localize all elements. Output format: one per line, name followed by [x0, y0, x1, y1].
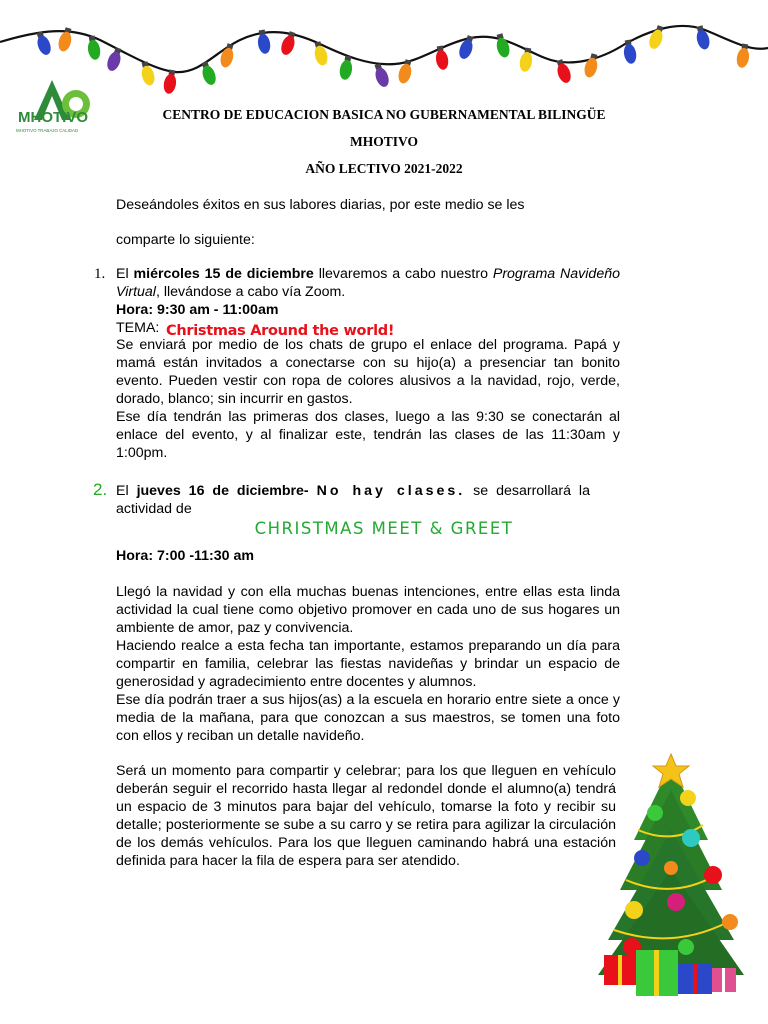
item-2-lead-a: El	[116, 483, 137, 499]
item-1-lead	[116, 265, 620, 301]
item-2-lead	[116, 482, 590, 518]
svg-text:MHOTIVO: MHOTIVO	[18, 109, 88, 126]
item-1-lead-a: El	[116, 266, 134, 282]
light-bulb-icon	[694, 25, 712, 51]
item-2-activity-title: CHRISTMAS MEET & GREET	[254, 519, 514, 538]
school-year: AÑO LECTIVO 2021-2022	[305, 161, 463, 176]
item-2-date: jueves 16 de diciembre-	[136, 483, 317, 499]
item-2-paragraph-3: Ese día podrán traer a sus hijos(as) a la escuela en horario entre siete a once y media de la mañana, para que conozcan a sus maestros, se tomen una foto con ellos y reciban un detalle navideño.	[116, 692, 620, 744]
item-1-lead-b: llevaremos a cabo nuestro	[313, 266, 493, 282]
item-1-number: 1.	[94, 266, 106, 282]
light-bulb-icon	[219, 43, 237, 69]
christmas-tree-icon	[598, 750, 744, 1000]
item-1-tema-label: TEMA:	[116, 320, 160, 336]
item-2-paragraph-1: Llegó la navidad y con ella muchas buenas intenciones, entre ellas esta linda actividad la cual tiene como objetivo promover en cada uno de sus hogares un ambiente de amor, paz y convivencia.	[116, 584, 620, 636]
item-2-hora: Hora: 7:00 -11:30 am	[116, 548, 255, 564]
item-1-paragraph-1: Se enviará por medio de los chats de grupo el enlace del programa. Papá y mamá están invitados a conectarse con su hijo(a) a presenciar tan bonito evento. Pueden vestir con ropa de colores alusivos a la navidad, rojo, verde, dorado, blanco; sin incurrir en gastos.	[116, 337, 620, 407]
item-1-tema-value: Christmas Around the world!	[166, 323, 395, 339]
light-bulb-icon	[434, 45, 450, 71]
light-bulb-icon	[338, 55, 354, 81]
school-logo	[14, 72, 126, 138]
intro-line-1: Deseándoles éxitos en sus labores diarias, por este medio se les	[116, 197, 525, 213]
item-1-program-name: Programa Navideño Virtual	[116, 266, 620, 300]
item-2-paragraph-4: Será un momento para compartir y celebrar; para los que lleguen en vehículo deberán seguir el recorrido hasta llegar al redondel donde el alumno(a) tendrá un espacio de 3 minutos para bajar del vehículo, tomarse la foto y recibir su detalle; posteriormente se sube a su carro y se retira para agilizar la circulación de los demás vehículos. Para los que lleguen caminando habrá una estación definida para hacer la fila de espera para ser atendido.	[116, 763, 616, 869]
intro-line-2: comparte lo siguiente:	[116, 232, 255, 248]
item-1-hora: Hora: 9:30 am - 11:00am	[116, 302, 279, 318]
item-2-paragraph-2: Haciendo realce a esta fecha tan importante, estamos preparando un día para compartir en familia, celebrar las fiestas navideñas y brindar un espacio de generosidad y agradecimiento entre docentes y alumnos.	[116, 638, 620, 690]
item-1-lead-c: , llevándose a cabo vía Zoom.	[155, 284, 346, 300]
light-bulb-icon	[139, 61, 157, 87]
light-bulb-icon	[622, 39, 638, 65]
item-1-date: miércoles 15 de diciembre	[133, 266, 314, 282]
light-bulb-icon	[312, 41, 330, 67]
item-2-no-classes: No hay clases.	[316, 483, 466, 499]
svg-text:MHOTIVO TRABAJO CALIDAD: MHOTIVO TRABAJO CALIDAD	[16, 128, 79, 133]
light-bulb-icon	[372, 62, 391, 89]
light-bulb-icon	[494, 33, 512, 59]
light-bulb-icon	[518, 47, 534, 73]
item-1-paragraph-2: Ese día tendrán las primeras dos clases, luego a las 9:30 se conectarán al enlace del evento, y al finalizar este, tendrán las clases de las 11:30am y 1:00pm.	[116, 409, 620, 461]
item-2-number: 2.	[93, 480, 108, 499]
school-name: CENTRO DE EDUCACION BASICA NO GUBERNAMENTAL BILINGÜE	[162, 107, 606, 122]
school-short-name: MHOTIVO	[350, 134, 418, 149]
item-2-lead-b: se desarrollará la actividad de	[116, 483, 590, 517]
